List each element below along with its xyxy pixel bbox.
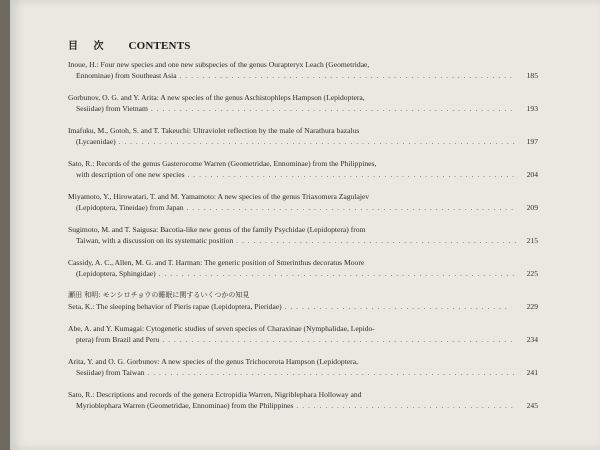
toc-entry-line: Sesiidae) from Taiwan . . . xyxy=(68,367,516,378)
toc-page-number: 193 xyxy=(526,104,538,113)
toc-page-number: 185 xyxy=(526,71,538,80)
toc-entry-line: with description of one new species . . . xyxy=(68,169,516,180)
toc-entry xyxy=(68,59,538,81)
toc-entry-line: Cassidy, A. C., Allen, M. G. and T. Harman: The generic position of Smerinthus decoratus Moore xyxy=(68,258,365,267)
toc-entry-line: Sato, R.: Descriptions and records of the genera Ectropidia Warren, Nigriblephara Holloway and xyxy=(68,390,362,399)
document-page xyxy=(10,0,600,450)
toc-entry-line: Miyamoto, Y., Hirowatari, T. and M. Yamamoto: A new species of the genus Triaxomera Zagulajev xyxy=(68,192,370,201)
toc-page-number: 234 xyxy=(526,335,538,344)
toc-page-number: 197 xyxy=(526,137,538,146)
contents-heading-en: CONTENTS xyxy=(128,40,191,52)
toc-entry-line: Sato, R.: Records of the genus Gasterocome Warren (Geometridae, Ennominae) from the Philippines, xyxy=(68,159,377,168)
toc-page-number: 209 xyxy=(526,203,538,212)
toc-entry-line-jp: 瀬田 和明: モンシロチョウの睡眠に関するいくつかの知見 xyxy=(68,291,250,299)
toc-entry-line: Ennominae) from Southeast Asia . . . xyxy=(68,70,516,81)
toc-entry xyxy=(68,191,538,213)
toc-entry-line: Abe, A. and Y. Kumagai: Cytogenetic studies of seven species of Charaxinae (Nymphalidae, Lepido- xyxy=(68,324,375,333)
toc-entry xyxy=(68,257,538,279)
toc-page-number: 215 xyxy=(526,236,538,245)
toc-entry-line: Taiwan, with a discussion on its systematic position . . . xyxy=(68,235,516,246)
toc-page-number: 245 xyxy=(526,401,538,410)
toc-entry-line: Sugimoto, M. and T. Saigusa: Bacotia-like new genus of the family Psychidae (Lepidoptera) from xyxy=(68,225,366,234)
toc-page-number: 225 xyxy=(526,269,538,278)
toc-entry xyxy=(68,125,538,147)
toc-entry xyxy=(68,290,538,312)
toc-entry xyxy=(68,356,538,378)
toc-page-number: 241 xyxy=(526,368,538,377)
toc-entry xyxy=(68,158,538,180)
toc-page-number: 204 xyxy=(526,170,538,179)
toc-entry xyxy=(68,323,538,345)
toc-page-number: 229 xyxy=(526,302,538,311)
toc-entry xyxy=(68,224,538,246)
toc-entry-line: Inoue, H.: Four new species and one new subspecies of the genus Ourapteryx Leach (Geometridae, xyxy=(68,60,370,69)
contents-heading xyxy=(68,37,191,52)
toc-entry xyxy=(68,92,538,114)
toc-entry-line: Seta, K.: The sleeping behavior of Pieris rapae (Lepidoptera, Pieridae) . . . xyxy=(68,301,508,312)
toc-entry-line: (Lepidoptera, Tineidae) from Japan . . . xyxy=(68,202,516,213)
toc-entry-line: Myrioblephara Warren (Geometridae, Ennominae) from the Philippines . . . xyxy=(68,400,516,411)
toc-entry-line: (Lepidoptera, Sphingidae) . . . xyxy=(68,268,516,279)
table-of-contents xyxy=(68,59,538,422)
toc-entry xyxy=(68,389,538,411)
toc-entry-line: Sesiidae) from Vietnam . . . xyxy=(68,103,516,114)
contents-heading-jp: 目 次 xyxy=(68,41,110,52)
toc-entry-line: (Lycaenidae) . . . xyxy=(68,136,516,147)
toc-entry-line: ptera) from Brazil and Peru . . . xyxy=(68,334,516,345)
toc-entry-line: Imafuku, M., Gotoh, S. and T. Takeuchi: Ultraviolet reflection by the male of Narathura bazalus xyxy=(68,126,360,135)
toc-entry-line: Gorbunov, O. G. and Y. Arita: A new species of the genus Aschistophleps Hampson (Lepidoptera, xyxy=(68,93,365,102)
toc-entry-line: Arita, Y. and O. G. Gorbunov: A new species of the genus Trichocerota Hampson (Lepidoptera, xyxy=(68,357,358,366)
